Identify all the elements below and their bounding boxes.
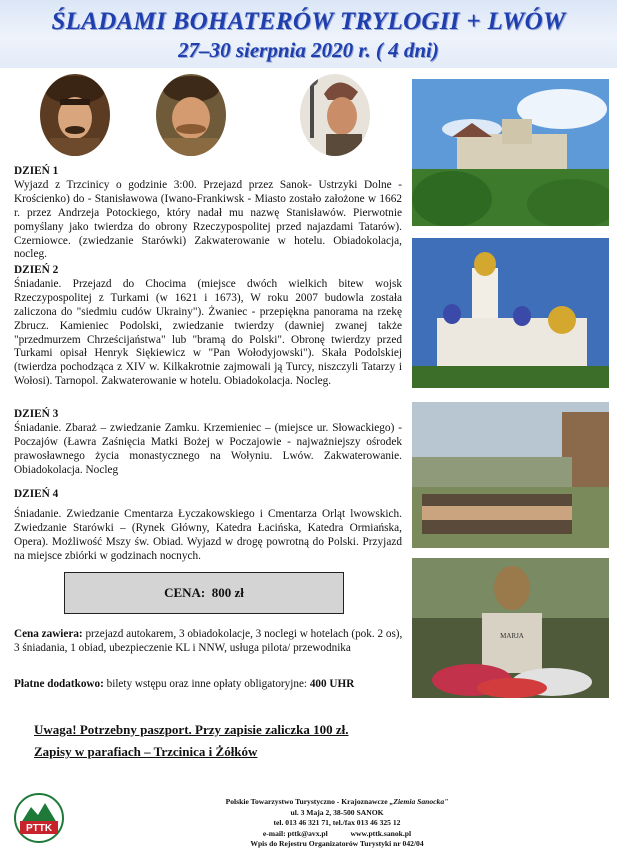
extra-costs bbox=[14, 678, 404, 690]
price-includes bbox=[14, 628, 404, 655]
footer-website: www.pttk.sanok.pl bbox=[350, 828, 412, 838]
day-1-description: Wyjazd z Trzcinicy o godzinie 3:00. Przejazd przez Sanok- Ustrzyki Dolne - Krościenko) do - Stanisławowa (Iwano-Frankiwsk - Miasto zostało założone w 1662 r. przez Andrzeja Potockiego, który nadał mu nazwę Stanisławów. Pierwotnie pomyślany jako twierdza do obrony Rzeczypospolitej przed najazdami Tatarów). Czerniowce. (zwiedzanie Starówki) Zakwaterowanie w hotelu. Obiadokolacja, nocleg. bbox=[14, 178, 402, 261]
title-banner bbox=[0, 0, 617, 68]
day-1-heading: DZIEŃ 1 bbox=[14, 165, 59, 177]
portrait-image-2 bbox=[156, 74, 226, 156]
price-value: 800 zł bbox=[211, 585, 244, 600]
signup-note: Zapisy w parafiach – Trzcinica i Żółków bbox=[34, 744, 258, 759]
day-3-section bbox=[14, 408, 402, 478]
day-2-description: Śniadanie. Przejazd do Chocima (miejsce dwóch wielkich bitew wojsk Rzeczypospolitej z Turkami (w 1621 i 1673), W roku 2007 budowla została zaliczona do "siedmiu cudów Ukrainy"). Żwaniec - przepiękna panorama na rzekę Zbrucz. Kamieniec Podolski, zwiedzanie twierdzy (dawniej zwanej także "przedmurzem Chrześcijaństwa" lub "bramą do Polski". Obronę twierdzy przed Turkami opisał Henryk Siękiewicz w "Pan Wołodyjowski"). Skała Podolskiej (twierdza pochodząca z XIV w. Kilkakrotnie zajmowali ją Turcy, niszczyli Tatarzy i Wołosi). Tarnopol. Zakwaterowanie w hotelu. Obiadokolacja. Nocleg. bbox=[14, 277, 402, 388]
footer-org-name: „Ziemia Sanocka" bbox=[389, 797, 449, 806]
day-4-heading: DZIEŃ 4 bbox=[14, 488, 59, 500]
trip-dates: 27–30 sierpnia 2020 r. ( 4 dni) bbox=[178, 38, 439, 62]
footer-org-prefix: Polskie Towarzystwo Turystyczno - Krajoznawcze bbox=[225, 797, 390, 806]
footer-web-line bbox=[112, 829, 562, 840]
price-label: CENA: bbox=[164, 585, 206, 600]
footer-register: Wpis do Rejestru Organizatorów Turystyki nr 042/04 bbox=[250, 839, 424, 849]
extra-amount: 400 UHR bbox=[309, 678, 355, 690]
day-3-heading: DZIEŃ 3 bbox=[14, 408, 59, 420]
pttk-logo bbox=[14, 793, 64, 843]
logo-text: PTTK bbox=[25, 823, 53, 834]
svg-text:MARJA: MARJA bbox=[500, 632, 524, 640]
portrait-image-1 bbox=[40, 74, 110, 156]
castle-photo bbox=[412, 79, 609, 226]
extra-text: bilety wstępu oraz inne opłaty obligatoryjne: bbox=[103, 678, 310, 690]
portrait-image-3 bbox=[300, 74, 370, 156]
footer-email: e-mail: pttk@avx.pl bbox=[262, 828, 328, 838]
footer-contact bbox=[112, 797, 562, 850]
passport-note: Uwaga! Potrzebny paszport. Przy zapisie zaliczka 100 zł. bbox=[34, 722, 349, 737]
day-1-section bbox=[14, 165, 402, 262]
extra-label: Płatne dodatkowo: bbox=[14, 678, 104, 690]
page-title: ŚLADAMI BOHATERÓW TRYLOGII + LWÓW bbox=[51, 8, 566, 35]
church-photo bbox=[412, 238, 609, 388]
day-2-section bbox=[14, 264, 402, 389]
day-2-heading: DZIEŃ 2 bbox=[14, 264, 59, 276]
monument-photo bbox=[412, 558, 609, 698]
footer-address: ul. 3 Maja 2, 38-500 SANOK bbox=[290, 807, 384, 817]
includes-text: przejazd autokarem, 3 obiadokolacje, 3 noclegi w hotelach (pok. 2 os), 3 śniadania, 1 obiad, ubezpieczenie KL i NNW, usługa pilota/ przewodnika bbox=[14, 628, 403, 654]
day-4-section bbox=[14, 488, 402, 564]
includes-label: Cena zawiera: bbox=[14, 628, 83, 640]
footer-phones: tel. 013 46 321 71, tel./fax 013 46 325 12 bbox=[273, 818, 401, 828]
day-3-description: Śniadanie. Zbaraż – zwiedzanie Zamku. Krzemieniec – (miejsce ur. Słowackiego) - Poczajów (Ławra Zaśnięcia Matki Bożej w Poczajowie - najważniejszy ośrodek prawosławnego życia monastycznego na Wołyniu. Lwów. Zakwaterowanie. Obiadokolacja. Nocleg bbox=[14, 421, 402, 476]
day-4-description: Śniadanie. Zwiedzanie Cmentarza Łyczakowskiego i Cmentarza Orląt lwowskich. Zwiedzanie Starówki – (Rynek Główny, Katedra Łacińska, Katedra Ormiańska, Opera). Możliwość Mszy św. Obiad. Wyjazd w drogę powrotną do Polski. Przyjazd na miejsce zbiórki w godzinach nocnych. bbox=[14, 507, 402, 562]
group-photo bbox=[412, 402, 609, 548]
price-box bbox=[64, 572, 344, 614]
footer-org bbox=[112, 797, 562, 808]
